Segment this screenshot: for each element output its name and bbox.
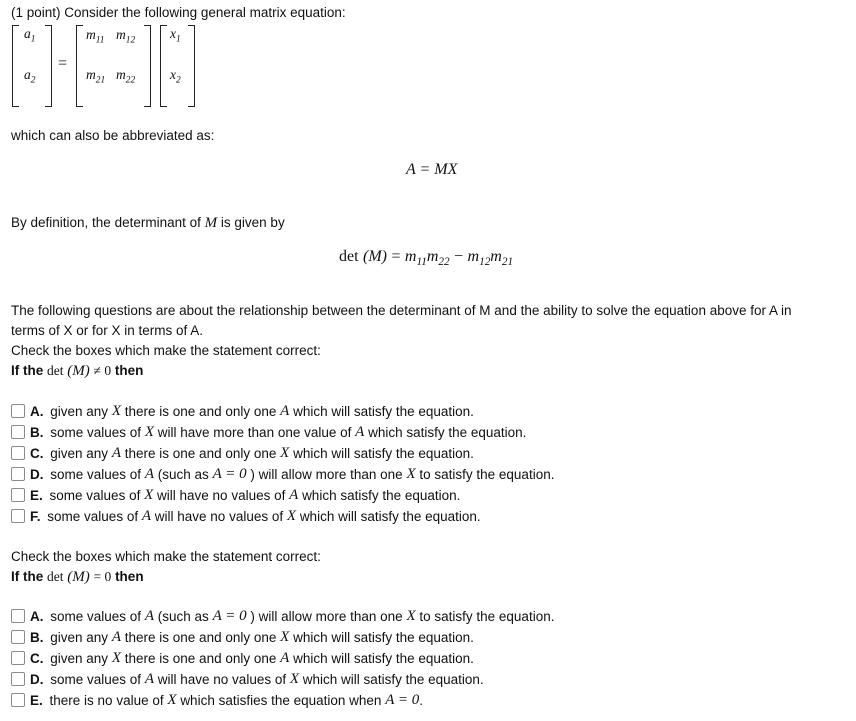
det-definition-var: M (204, 215, 218, 231)
abbrev-equation: A = MX (406, 161, 458, 178)
entry-a1: $a_1$ (24, 26, 36, 45)
checkbox[interactable] (11, 672, 25, 686)
part2-condition: If the det (M) = 0 then (11, 569, 144, 585)
entry-x2: $x_2$ (170, 67, 181, 86)
det-definition (11, 215, 285, 232)
det-formula: $\det (M) = m_{11}m_{22} - m_{12}m_{21}$ (339, 248, 514, 269)
entry-m12: $m_{12}$ (116, 27, 136, 46)
bracket-right (188, 25, 195, 107)
part1-option-a[interactable]: A. given any X there is one and only one A which will satisfy the equation. (11, 401, 474, 421)
part2-option-d[interactable]: D. some values of A will have no values of X which will satisfy the equation. (11, 669, 484, 689)
bracket-right (45, 25, 52, 107)
checkbox[interactable] (11, 425, 25, 439)
entry-m22: $m_{22}$ (116, 67, 136, 86)
bracket-left (76, 25, 83, 107)
part2-option-c[interactable]: C. given any X there is one and only one A which will satisfy the equation. (11, 648, 474, 668)
part2-option-b[interactable]: B. given any A there is one and only one X which will satisfy the equation. (11, 627, 474, 647)
relationship-text-2: terms of X or for X in terms of A. (11, 323, 204, 338)
entry-a2: $a_2$ (24, 67, 36, 86)
part2-option-a[interactable]: A. some values of A (such as A = 0 ) will allow more than one X to satisfy the equation. (11, 606, 554, 626)
part2-instruction: Check the boxes which make the statement correct: (11, 549, 321, 564)
checkbox[interactable] (11, 467, 25, 481)
bracket-right (144, 25, 151, 107)
equals-sign: = (58, 55, 68, 72)
det-definition-tail: is given by (220, 215, 285, 230)
checkbox[interactable] (11, 651, 25, 665)
checkbox[interactable] (11, 630, 25, 644)
part2-option-e[interactable]: E. there is no value of X which satisfies the equation when A = 0 . (11, 690, 423, 710)
checkbox[interactable] (11, 693, 25, 707)
checkbox[interactable] (11, 609, 25, 623)
part1-condition: If the det (M) ≠ 0 then (11, 363, 144, 379)
question-intro: (1 point) Consider the following general matrix equation: (11, 5, 346, 20)
checkbox[interactable] (11, 404, 25, 418)
entry-x1: $x_1$ (170, 26, 181, 45)
entry-m11: $m_{11}$ (86, 27, 105, 46)
checkbox[interactable] (11, 446, 25, 460)
bracket-left (160, 25, 167, 107)
checkbox[interactable] (11, 509, 25, 523)
part1-option-c[interactable]: C. given any A there is one and only one X which will satisfy the equation. (11, 443, 474, 463)
det-definition-text: By definition, the determinant of (11, 215, 201, 230)
part1-option-d[interactable]: D. some values of A (such as A = 0 ) will allow more than one X to satisfy the equation. (11, 464, 554, 484)
part1-option-e[interactable]: E. some values of X will have no values of A which satisfy the equation. (11, 485, 460, 505)
part1-option-b[interactable]: B. some values of X will have more than one value of A which satisfy the equation. (11, 422, 526, 442)
entry-m21: $m_{21}$ (86, 67, 106, 86)
abbrev-text: which can also be abbreviated as: (11, 128, 215, 143)
checkbox[interactable] (11, 488, 25, 502)
relationship-text-1: The following questions are about the relationship between the determinant of M and the ability to solve the equation above for A in (11, 303, 792, 318)
bracket-left (12, 25, 19, 107)
part1-option-f[interactable]: F. some values of A will have no values of X which will satisfy the equation. (11, 506, 481, 526)
part1-instruction: Check the boxes which make the statement correct: (11, 343, 321, 358)
